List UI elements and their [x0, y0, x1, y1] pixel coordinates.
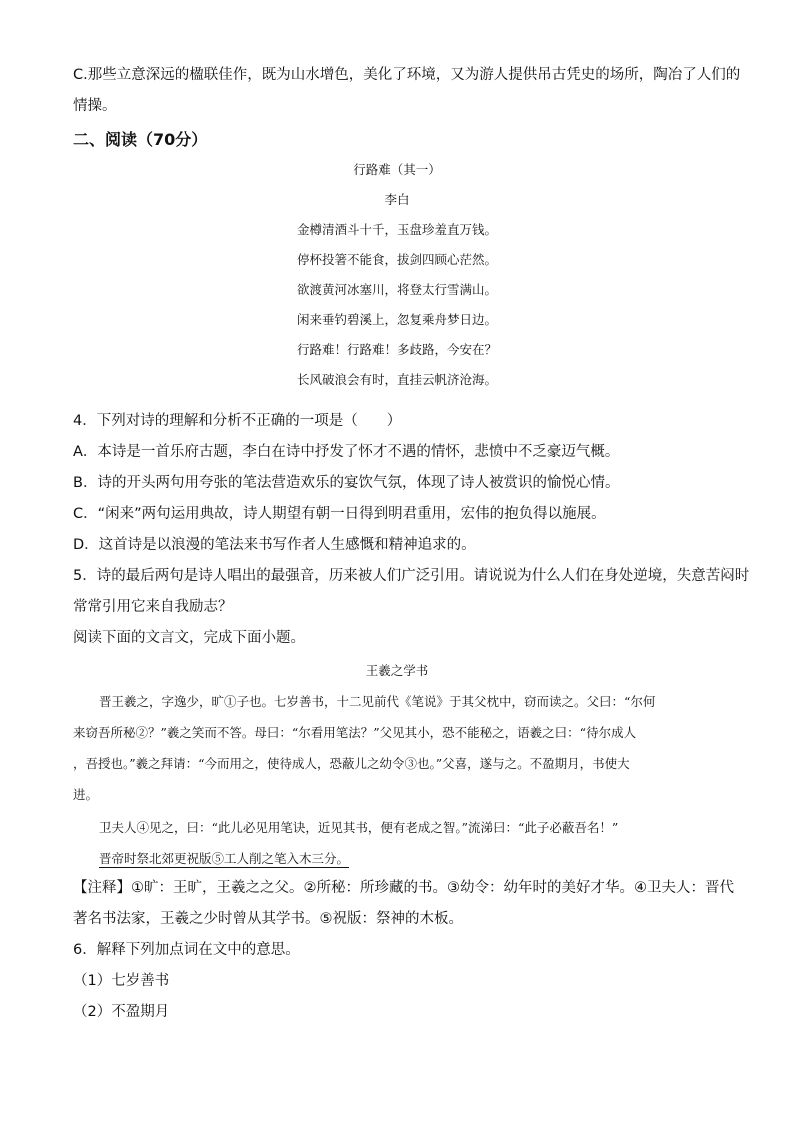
- classical-para3-text: 晋帝时祭北郊更祝版⑤工人削之笔入木三分。: [99, 851, 350, 866]
- classical-para1-row: ，吾授也。”羲之拜请：“今而用之，使待成人，恐蔽儿之幼令③也。”父喜，遂与之。不盈期月，书使大: [73, 756, 630, 771]
- poem-line: 欲渡黄河冰塞川，将登太行雪满山。: [296, 282, 497, 297]
- classical-title: 王羲之学书: [365, 663, 429, 678]
- poem-title: 行路难（其一）: [353, 162, 441, 177]
- classical-para1-row: 晋王羲之，字逸少，旷①子也。七岁善书，十二见前代《笔说》于其父枕中，窃而读之。父曰：“尔何: [99, 694, 656, 709]
- poem-line: 行路难！行路难！多歧路，今安在？: [296, 342, 497, 357]
- question-5-line1: 5．诗的最后两句是诗人唱出的最强音，历来被人们广泛引用。请说说为什么人们在身处逆境，失意苦闷时: [73, 568, 750, 584]
- poem-author: 李白: [384, 192, 410, 207]
- question-6-item-2: （2）不盈期月: [73, 1004, 170, 1020]
- question-6-stem: 6．解释下列加点词在文中的意思。: [73, 942, 300, 958]
- classical-passage: [73, 686, 723, 874]
- option-c-line1: C.那些立意深远的楹联佳作，既为山水增色，美化了环境，又为游人提供吊古凭史的场所，陶冶了人们的: [73, 67, 741, 83]
- classical-para2: 卫夫人④见之，曰：“此儿必见用笔诀，近见其书，便有老成之智。”流涕曰：“此子必蔽吾名！”: [99, 820, 619, 835]
- question-5-line2: 常常引用它来自我励志？: [73, 599, 233, 615]
- notes-line1: 【注释】①旷：王旷，王羲之之父。②所秘：所珍藏的书。③幼令：幼年时的美好才华。④卫夫人：晋代: [73, 880, 734, 896]
- poem-line: 停杯投箸不能食，拔剑四顾心茫然。: [296, 252, 497, 267]
- poem-line: 闲来垂钓碧溪上，忽复乘舟梦日边。: [296, 312, 497, 327]
- classical-para1-row: 来窃吾所秘②？”羲之笑而不答。母曰：“尔看用笔法？”父见其小，恐不能秘之，语羲之曰：“待尔成人: [73, 725, 637, 740]
- notes-line2: 著名书法家，王羲之少时曾从其学书。⑤祝版：祭神的木板。: [73, 911, 463, 927]
- reading-intro: 阅读下面的文言文，完成下面小题。: [73, 630, 305, 646]
- classical-para3: [73, 843, 723, 874]
- classical-para1-row: 进。: [73, 787, 99, 802]
- question-4-option-a: A．本诗是一首乐府古题，李白在诗中抒发了怀才不遇的情怀，悲愤中不乏豪迈气概。: [73, 444, 620, 460]
- question-4-option-c: C．“闲来”两句运用典故，诗人期望有朝一日得到明君重用，宏伟的抱负得以施展。: [73, 506, 606, 522]
- question-6-item-1: （1）七岁善书: [73, 973, 170, 989]
- question-4-stem: 4．下列对诗的理解和分析不正确的一项是（ ）: [73, 413, 402, 429]
- poem-block: [0, 155, 794, 395]
- question-4-option-b: B．诗的开头两句用夸张的笔法营造欢乐的宴饮气氛，体现了诗人被赏识的愉悦心情。: [73, 475, 620, 491]
- section-heading: 二、阅读（70分）: [73, 130, 208, 149]
- poem-line: 金樽清酒斗十千，玉盘珍羞直万钱。: [296, 222, 497, 237]
- question-4-option-d: D．这首诗是以浪漫的笔法来书写作者人生感慨和精神追求的。: [73, 537, 476, 553]
- poem-line: 长风破浪会有时，直挂云帆济沧海。: [296, 372, 497, 387]
- option-c-line2: 情操。: [73, 98, 117, 114]
